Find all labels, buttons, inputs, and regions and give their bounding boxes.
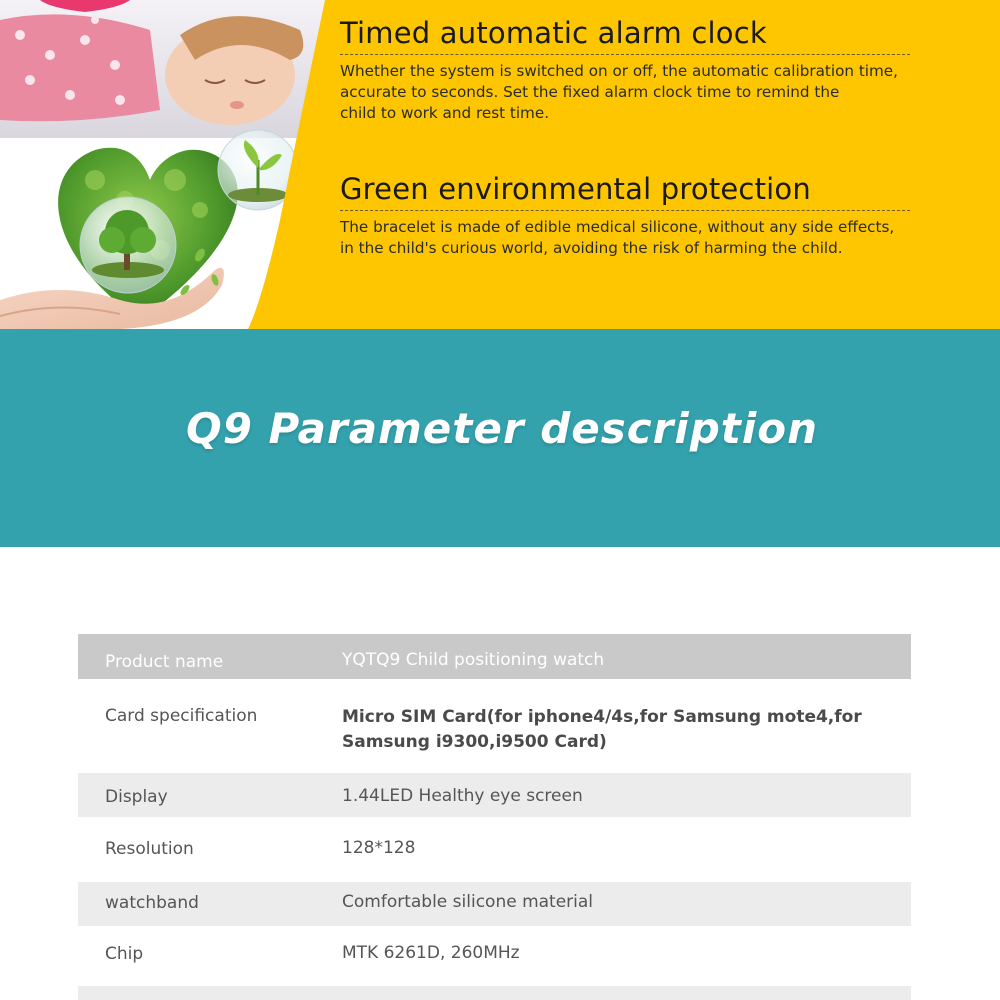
table-row [78, 679, 911, 773]
table-row [78, 926, 911, 986]
param-label: Display [105, 787, 168, 807]
dashed-divider [340, 54, 910, 55]
dashed-divider [340, 210, 910, 211]
top-banner [0, 0, 1000, 329]
param-value: 1.44LED Healthy eye screen [342, 786, 583, 806]
feature-description: The bracelet is made of edible medical silicone, without any side effects, in the child's curious world, avoiding the risk of harming the child. [340, 218, 895, 257]
param-label: Card specification [105, 706, 258, 726]
table-row [78, 773, 911, 817]
section-title: Q9 Parameter description [186, 404, 819, 453]
parameter-table [78, 634, 911, 1000]
param-value: MTK 6261D, 260MHz [342, 943, 520, 963]
feature-green-protection [340, 172, 980, 259]
feature-title: Green environmental protection [340, 172, 811, 206]
param-value: YQTQ9 Child positioning watch [342, 650, 605, 670]
table-row [78, 817, 911, 882]
param-label: Resolution [105, 839, 194, 859]
table-row [78, 634, 911, 679]
param-label: Chip [105, 944, 144, 964]
param-value: Micro SIM Card(for iphone4/4s,for Samsung mote4,for Samsung i9300,i9500 Card) [342, 707, 862, 752]
feature-description: Whether the system is switched on or off, the automatic calibration time, accurate to seconds. Set the fixed alarm clock time to remind the child to work and rest time. [340, 62, 898, 122]
param-value: Comfortable silicone material [342, 892, 594, 912]
section-banner [0, 329, 1000, 547]
param-label: watchband [105, 893, 199, 913]
param-label: Product name [105, 652, 224, 672]
feature-title: Timed automatic alarm clock [340, 16, 767, 50]
yellow-curve-shape [0, 0, 360, 329]
table-row [78, 882, 911, 926]
feature-alarm-clock [340, 16, 980, 124]
param-value: 128*128 [342, 838, 416, 858]
table-row [78, 986, 911, 1000]
